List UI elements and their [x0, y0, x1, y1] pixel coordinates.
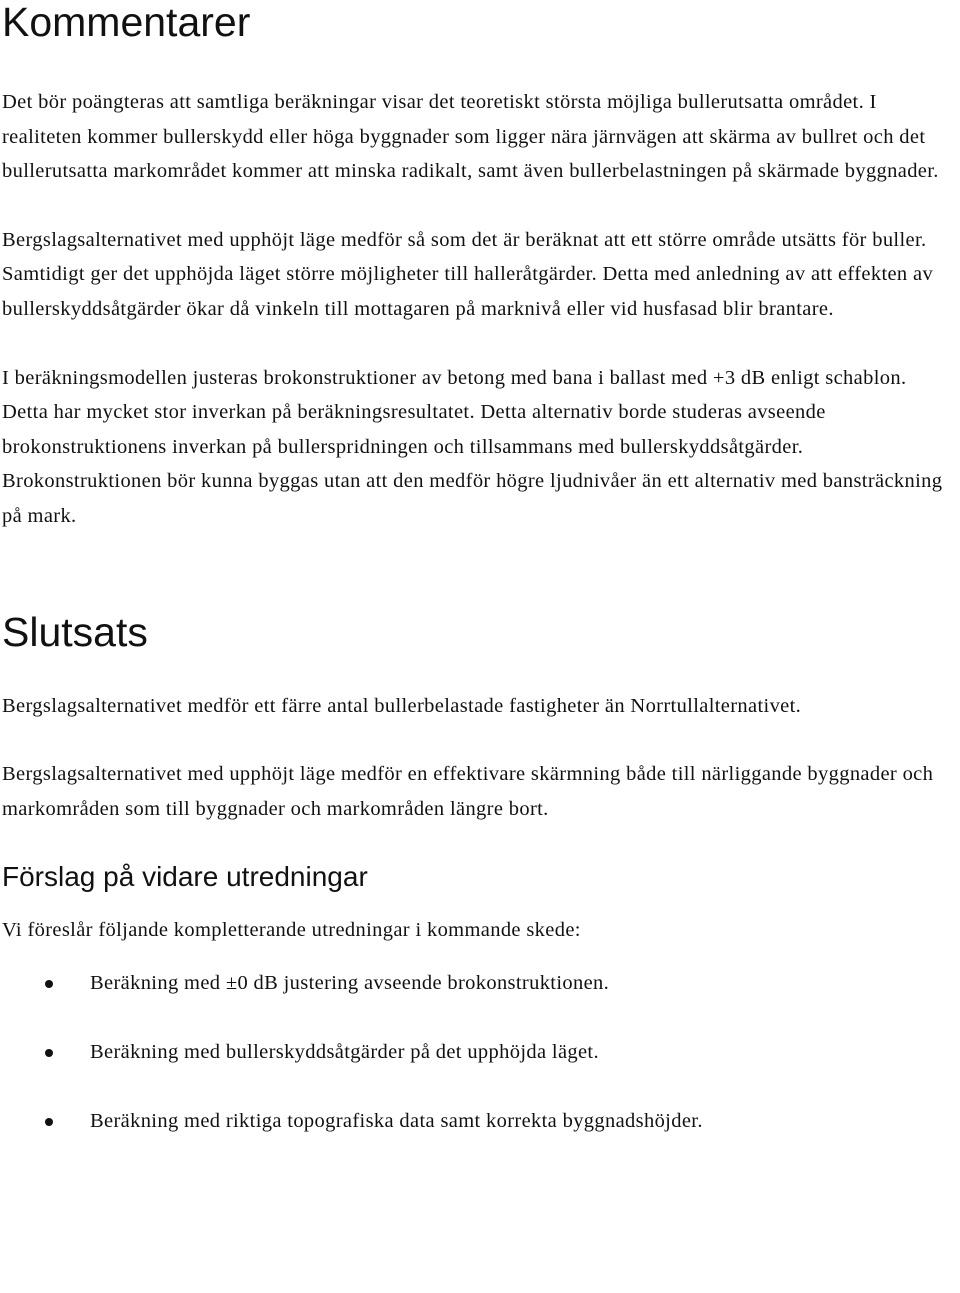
list-item — [2, 1035, 954, 1070]
paragraph-kommentarer-2: Bergslagsalternativet med upphöjt läge medför så som det är beräknat att ett större område utsätts för buller. Samtidigt ger det upphöjda läget större möjligheter till halleråtgärder. Detta med anledning av att effekten av bullerskyddsåtgärder ökar då vinkeln till mottagaren på marknivå eller vid husfasad blir brantare. — [2, 228, 934, 320]
forslag-list — [2, 966, 954, 1139]
bullet-icon — [45, 980, 53, 988]
bullet-icon — [45, 1118, 53, 1126]
paragraph-slutsats-2: Bergslagsalternativet med upphöjt läge medför en effektivare skärmning både till närliggande byggnader och markområden som till byggnader och markområden längre bort. — [2, 763, 934, 820]
bullet-icon — [45, 1049, 53, 1057]
heading-slutsats: Slutsats — [2, 608, 148, 655]
heading-forslag: Förslag på vidare utredningar — [2, 861, 368, 893]
list-item-text: Beräkning med riktiga topografiska data samt korrekta byggnadshöjder. — [90, 1110, 703, 1133]
document-page — [2, 0, 954, 1173]
paragraph-forslag-intro: Vi föreslår följande kompletterande utredningar i kommande skede: — [2, 919, 581, 942]
paragraph-kommentarer-1: Det bör poängteras att samtliga beräkningar visar det teoretiskt största möjliga bullerutsatta området. I realiteten kommer bullerskydd eller höga byggnader som ligger nära järnvägen att skärma av bullret och det bullerutsatta markområdet kommer att minska radikalt, samt även bullerbelastningen på skärmade byggnader. — [2, 91, 939, 183]
list-item-text: Beräkning med ±0 dB justering avseende brokonstruktionen. — [90, 971, 610, 994]
heading-kommentarer: Kommentarer — [2, 0, 251, 45]
paragraph-kommentarer-3: I beräkningsmodellen justeras brokonstruktioner av betong med bana i ballast med +3 dB enligt schablon. Detta har mycket stor inverkan på beräkningsresultatet. Detta alternativ borde studeras avseende brokonstruktionens inverkan på bullerspridningen och tillsammans med bullerskyddsåtgärder. Brokonstruktionen bör kunna byggas utan att den medför högre ljudnivåer än ett alternativ med bansträckning på mark. — [2, 366, 943, 527]
list-item — [2, 1104, 954, 1139]
list-item — [2, 966, 954, 1001]
paragraph-slutsats-1: Bergslagsalternativet medför ett färre antal bullerbelastade fastigheter än Norrtullalternativet. — [2, 694, 802, 717]
list-item-text: Beräkning med bullerskyddsåtgärder på det upphöjda läget. — [90, 1041, 599, 1063]
